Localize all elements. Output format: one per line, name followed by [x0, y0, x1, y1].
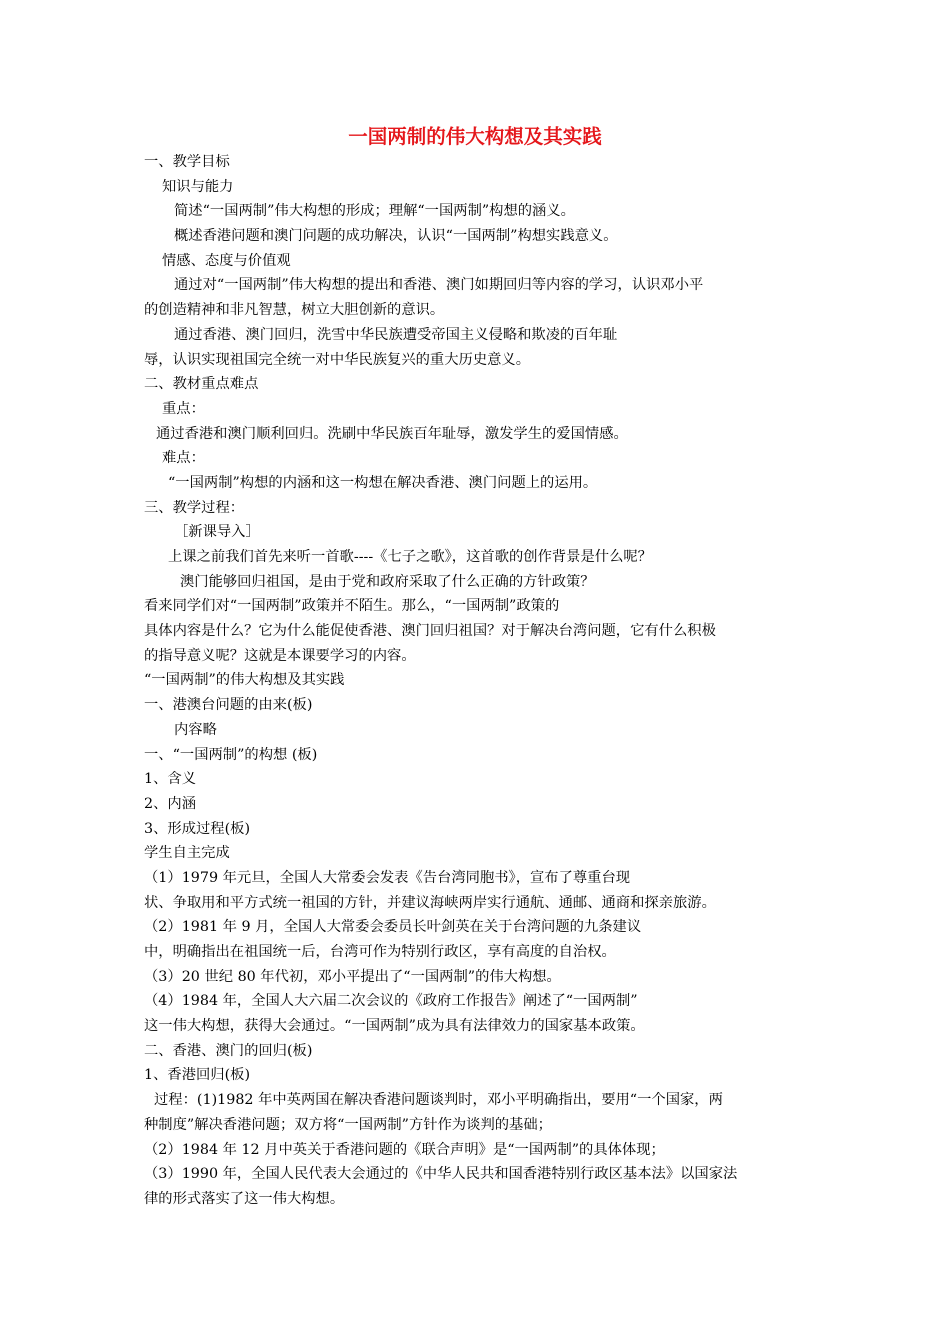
text-line: 过程：(1)1982 年中英两国在解决香港问题谈判时，邓小平明确指出，要用“一个国家，两: [154, 1092, 723, 1109]
text-line: 辱，认识实现祖国完全统一对中华民族复兴的重大历史意义。: [144, 351, 531, 368]
text-line: 通过香港、澳门回归，洗雪中华民族遭受帝国主义侵略和欺凌的百年耻: [174, 326, 618, 343]
text-line: 难点：: [162, 450, 205, 467]
text-line: 内容略: [174, 721, 217, 738]
text-line: 学生自主完成: [144, 845, 230, 862]
text-line: “一国两制”的伟大构想及其实践: [144, 672, 345, 689]
text-line: 概述香港问题和澳门问题的成功解决，认识“一国两制”构想实践意义。: [174, 228, 618, 245]
text-line: 知识与能力: [162, 178, 234, 195]
text-line: 状、争取用和平方式统一祖国的方针，并建议海峡两岸实行通航、通邮、通商和探亲旅游。: [144, 894, 716, 911]
text-line: 通过对“一国两制”伟大构想的提出和香港、澳门如期回归等内容的学习，认识邓小平: [174, 277, 704, 294]
text-line: 1、含义: [144, 771, 196, 788]
text-line: （2）1981 年 9 月，全国人大常委会委员长叶剑英在关于台湾问题的九条建议: [144, 919, 642, 936]
text-line: 的创造精神和非凡智慧，树立大胆创新的意识。: [144, 302, 445, 319]
text-line: 中，明确指出在祖国统一后，台湾可作为特别行政区，享有高度的自治权。: [144, 944, 616, 960]
text-line: 二、香港、澳门的回归(板): [144, 1042, 313, 1059]
text-line: （3）20 世纪 80 年代初，邓小平提出了“一国两制”的伟大构想。: [144, 968, 561, 985]
text-line: （3）1990 年，全国人民代表大会通过的《中华人民共和国香港特别行政区基本法》以国家法: [144, 1166, 738, 1183]
text-line: 上课之前我们首先来听一首歌----《七子之歌》，这首歌的创作背景是什么呢？: [168, 549, 652, 565]
text-line: 律的形式落实了这一伟大构想。: [144, 1190, 345, 1207]
text-line: 一、港澳台问题的由来(板): [144, 697, 313, 714]
text-line: 一、教学目标: [144, 154, 230, 170]
text-line: 的指导意义呢？这就是本课要学习的内容。: [144, 647, 416, 664]
text-line: ［新课导入］: [174, 524, 260, 541]
text-line: 通过香港和澳门顺利回归。洗刷中华民族百年耻辱，激发学生的爱国情感。: [156, 425, 628, 442]
text-line: 这一伟大构想，获得大会通过。“一国两制”成为具有法律效力的国家基本政策。: [144, 1018, 645, 1035]
text-line: 澳门能够回归祖国，是由于党和政府采取了什么正确的方针政策？: [180, 573, 595, 590]
text-line: 看来同学们对“一国两制”政策并不陌生。那么，“一国两制”政策的: [144, 598, 560, 615]
text-line: 重点：: [162, 400, 205, 417]
text-line: （4）1984 年，全国人大六届二次会议的《政府工作报告》阐述了“一国两制”: [144, 993, 638, 1010]
text-line: 情感、态度与价值观: [162, 252, 291, 269]
text-line: “一国两制”构想的内涵和这一构想在解决香港、澳门问题上的运用。: [168, 474, 598, 491]
page-title: 一国两制的伟大构想及其实践: [348, 125, 602, 148]
document-body: [144, 150, 816, 1212]
text-line: 三、教学过程：: [144, 499, 245, 516]
text-line: 二、教材重点难点: [144, 376, 259, 393]
text-line: 一、“一国两制”的构想 (板): [144, 746, 318, 763]
text-line: 种制度”解决香港问题；双方将“一国两制”方针作为谈判的基础；: [144, 1116, 552, 1133]
text-line: 简述“一国两制”伟大构想的形成；理解“一国两制”构想的涵义。: [174, 203, 575, 220]
text-line: 具体内容是什么？它为什么能促使香港、澳门回归祖国？对于解决台湾问题，它有什么积极: [144, 623, 716, 640]
text-line: （1）1979 年元旦，全国人大常委会发表《告台湾同胞书》，宣布了尊重台现: [144, 869, 631, 886]
text-line: （2）1984 年 12 月中英关于香港问题的《联合声明》是“一国两制”的具体体现；: [144, 1141, 665, 1158]
text-line: 2、内涵: [144, 795, 196, 812]
text-line: 3、形成过程(板): [144, 820, 251, 837]
text-line: 1、香港回归(板): [144, 1067, 251, 1084]
